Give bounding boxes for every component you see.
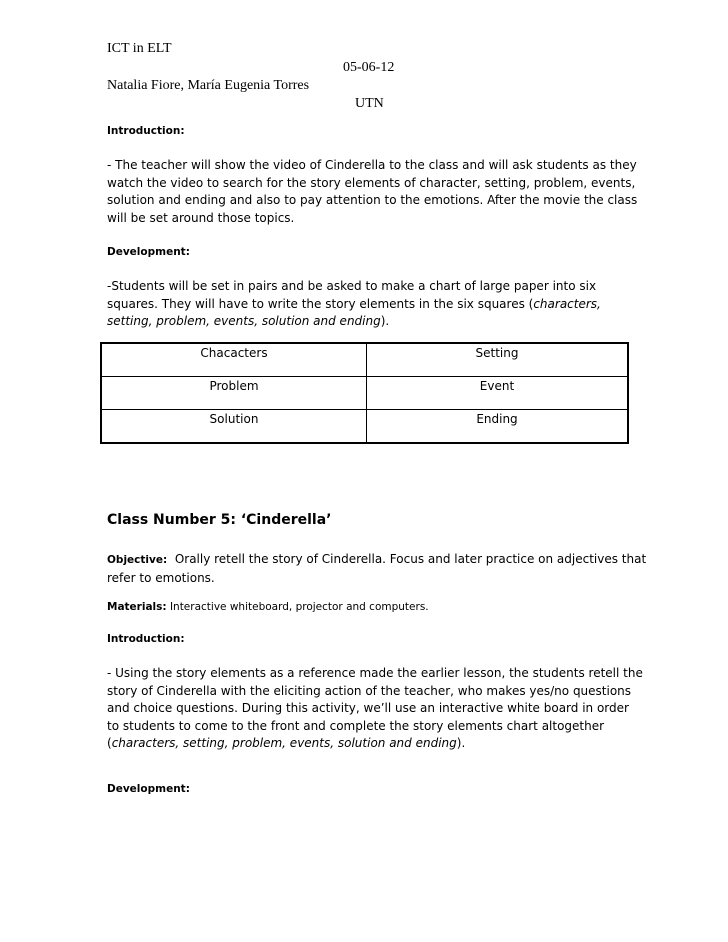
- objective-label: Objective:: [107, 554, 168, 566]
- intro-line: - The teacher will show the video of Cinderella to the class and will ask students as they: [107, 158, 637, 172]
- story-elements-italic: characters,: [533, 296, 601, 311]
- table-cell: [367, 410, 629, 444]
- cell-text: Problem: [209, 379, 259, 393]
- development-line: -Students will be set in pairs and be asked to make a chart of large paper into six: [107, 279, 597, 293]
- intro-line: watch the video to search for the story elements of character, setting, problem, events,: [107, 175, 636, 190]
- intro-paragraph: [107, 157, 637, 227]
- document-date: 05-06-12: [343, 60, 395, 75]
- materials-line: [107, 601, 429, 613]
- intro-label: Introduction:: [107, 125, 185, 137]
- objective-paragraph: [107, 551, 646, 587]
- objective-line: refer to emotions.: [107, 570, 215, 585]
- cell-text: Chacacters: [200, 346, 268, 360]
- table-row: [101, 343, 628, 377]
- development-text: ).: [380, 314, 390, 328]
- development-label: Development:: [107, 246, 190, 258]
- table-cell: [101, 343, 367, 377]
- intro-label-2: Introduction:: [107, 633, 185, 645]
- story-elements-table: [100, 342, 629, 444]
- table-cell: [101, 410, 367, 444]
- table-row: [101, 377, 628, 410]
- institution: UTN: [355, 96, 384, 111]
- cell-text: Solution: [209, 412, 259, 426]
- authors: Natalia Fiore, María Eugenia Torres: [107, 78, 310, 93]
- development-label-2: Development:: [107, 783, 190, 795]
- materials-label: Materials:: [107, 601, 167, 613]
- objective-line: [107, 551, 646, 570]
- story-elements-italic: characters, setting, problem, events, solution and ending: [111, 736, 457, 750]
- intro-line: [107, 735, 643, 753]
- intro-line: will be set around those topics.: [107, 210, 295, 225]
- cell-text: Setting: [475, 346, 519, 360]
- cell-text: Event: [479, 379, 515, 393]
- intro-line: - Using the story elements as a reference made the earlier lesson, the students retell the: [107, 666, 643, 680]
- development-line: [107, 296, 601, 314]
- intro-text: (: [107, 736, 112, 750]
- story-elements-italic: setting, problem, events, solution and ending: [107, 314, 381, 328]
- development-line: [107, 313, 601, 331]
- objective-text: Orally retell the story of Cinderella. Focus and later practice on adjectives that: [174, 552, 647, 566]
- materials-value: Interactive whiteboard, projector and computers.: [169, 601, 429, 613]
- table-row: [101, 410, 628, 444]
- intro-line: story of Cinderella with the eliciting action of the teacher, who makes yes/no questions: [107, 683, 632, 698]
- table-cell: [367, 343, 629, 377]
- table-cell: [101, 377, 367, 410]
- development-paragraph: [107, 278, 601, 331]
- intro-line: to students to come to the front and complete the story elements chart altogether: [107, 718, 605, 733]
- intro-line: solution and ending and also to pay attention to the emotions. After the movie the class: [107, 193, 638, 207]
- course-title: ICT in ELT: [107, 41, 172, 56]
- class-title: Class Number 5: ‘Cinderella’: [107, 512, 332, 528]
- intro-paragraph-2: [107, 665, 643, 753]
- development-text: squares. They will have to write the story elements in the six squares (: [107, 296, 534, 311]
- cell-text: Ending: [476, 412, 518, 426]
- table-cell: [367, 377, 629, 410]
- intro-text: ).: [456, 736, 466, 750]
- intro-line: and choice questions. During this activity, we’ll use an interactive white board in order: [107, 701, 629, 715]
